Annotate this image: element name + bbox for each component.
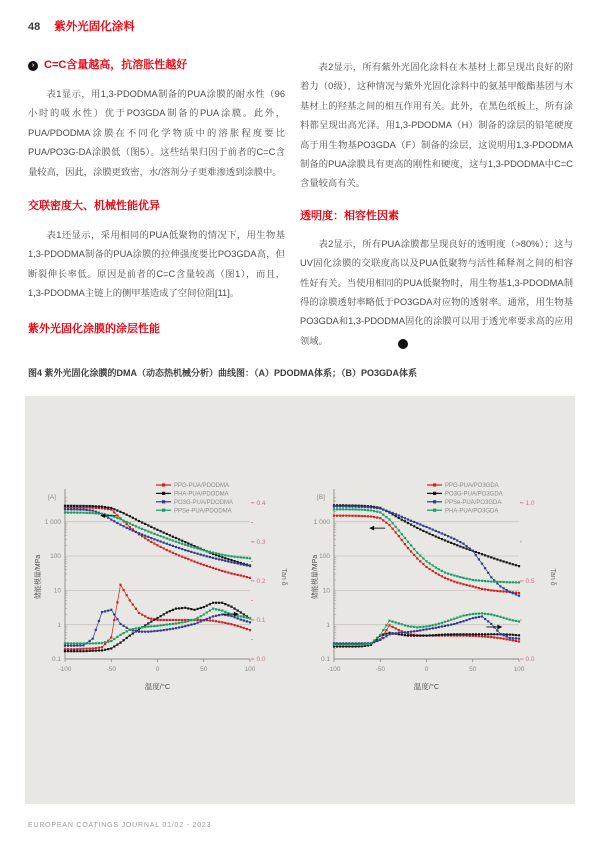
svg-text:Tan δ: Tan δ <box>280 568 287 586</box>
right-paragraph-1: 表2显示，所有紫外光固化涂料在木基材上都呈现出良好的附着力（0级），这种情况与紫外光固化涂料中的氨基甲酸酯基团与木基材上的羟基之间的相互作用有关。此外，在黑色纸板上，所有涂料都呈现出高光泽。用1,3-PDODMA（H）制备的涂层的铅笔硬度高于用生物基PO3GDA（F）制备的涂层，这说明用1,3-PDODMA制备的PUA涂膜具有更高的刚性和硬度，这与1,3-PDODMA中C=C含量较高有关。 <box>300 62 573 189</box>
svg-text:100: 100 <box>319 553 330 561</box>
svg-text:100: 100 <box>513 666 525 673</box>
svg-text:10: 10 <box>322 587 330 595</box>
section-title: 紫外光固化涂料 <box>54 21 135 33</box>
svg-text:100: 100 <box>50 553 61 561</box>
svg-text:PHA-PUA/PDODMA: PHA-PUA/PDODMA <box>174 491 229 498</box>
svg-text:PO3G-PUA/PO3GDA: PO3G-PUA/PO3GDA <box>445 491 503 498</box>
svg-text:0.0: 0.0 <box>256 656 266 664</box>
dma-chart-po3gda <box>307 481 579 709</box>
svg-text:PPG-PUA/PDODMA: PPG-PUA/PDODMA <box>174 483 230 490</box>
svg-text:PO3G-PUA/PDODMA: PO3G-PUA/PDODMA <box>174 500 234 506</box>
svg-text:0: 0 <box>424 666 429 673</box>
heading-crosslink: 交联密度大、机械性能优异 <box>28 200 160 213</box>
svg-text:温度/°C: 温度/°C <box>413 682 440 691</box>
svg-text:0.3: 0.3 <box>256 539 266 547</box>
svg-text:50: 50 <box>200 666 208 673</box>
article-end-chevron-icon: ‹ <box>398 339 408 349</box>
svg-text:1 000: 1 000 <box>313 518 330 526</box>
svg-text:储能模量/MPa: 储能模量/MPa <box>312 554 319 600</box>
svg-text:0.0: 0.0 <box>525 656 535 664</box>
svg-text:0: 0 <box>155 666 160 673</box>
svg-text:0.1: 0.1 <box>51 656 61 664</box>
svg-text:PPG-PUA/PO3GDA: PPG-PUA/PO3GDA <box>445 483 499 490</box>
left-paragraph-2: 表1还显示，采用相同的PUA低聚物的情况下，用生物基1,3-PDODMA制备的PUA涂膜的拉伸强度要比PO3GDA高，但断裂伸长率低。原因是前者的C=C含量较高（图1），而且，1,3-PDODMA主链上的侧甲基造成了空间位阻[11]。 <box>28 230 285 299</box>
heading-coating-performance: 紫外光固化涂膜的涂层性能 <box>28 322 160 335</box>
svg-text:1 000: 1 000 <box>44 518 61 526</box>
right-paragraph-2: 表2显示，所有PUA涂膜都呈现良好的透明度（>80%）；这与UV固化涂膜的交联度高以及PUA低聚物与活性稀释剂之间的相容性好有关。当使用相同的PUA低聚物时，用生物基1,3-PDODMA制得的涂膜透射率略低于PO3GDA对应物的透射率。通常，用生物基PO3GDA和1,3-PDODMA固化的涂膜可以用于透光率要求高的应用领域。 ‹ <box>300 238 573 347</box>
svg-text:1: 1 <box>326 621 330 629</box>
journal-footer: EUROPEAN COATINGS JOURNAL 01/02 - 2023 <box>28 822 212 829</box>
svg-text:[B]: [B] <box>317 494 325 501</box>
page-number: 48 <box>28 21 41 33</box>
heading-transparency: 透明度：相容性因素 <box>300 209 399 222</box>
svg-text:-50: -50 <box>106 666 116 673</box>
svg-text:-100: -100 <box>58 666 72 673</box>
page-header <box>28 18 135 34</box>
svg-text:-50: -50 <box>375 666 385 673</box>
svg-text:0.1: 0.1 <box>256 617 266 625</box>
svg-text:Tan δ: Tan δ <box>549 568 556 586</box>
svg-text:0.1: 0.1 <box>320 656 330 664</box>
svg-text:PPSe-PUA/PO3GDA: PPSe-PUA/PO3GDA <box>445 500 502 506</box>
svg-text:温度/°C: 温度/°C <box>144 682 171 691</box>
svg-text:0.5: 0.5 <box>525 578 535 586</box>
figure-caption: 图4 紫外光固化涂膜的DMA（动态热机械分析）曲线图：（A）PDODMA体系；（B）PO3GDA体系 <box>28 368 418 378</box>
svg-text:[A]: [A] <box>48 494 56 501</box>
svg-text:0.4: 0.4 <box>256 500 266 508</box>
left-column <box>28 58 285 336</box>
svg-text:-100: -100 <box>327 666 341 673</box>
svg-text:50: 50 <box>469 666 477 673</box>
figure-panel <box>25 396 575 804</box>
svg-text:1: 1 <box>57 621 61 629</box>
right-column <box>300 58 573 351</box>
dma-chart-pdodma <box>30 481 302 709</box>
svg-text:10: 10 <box>53 587 61 595</box>
svg-text:100: 100 <box>244 666 256 673</box>
svg-text:0.2: 0.2 <box>256 578 266 586</box>
left-paragraph-1: 表1显示，用1,3-PDODMA制备的PUA涂膜的耐水性（96小时的吸水性）优于PO3GDA制备的PUA涂膜。此外，PUA/PDODMA涂膜在不同化学物质中的溶胀程度要比PUA/PO3G-DA涂膜低（图5）。这些结果归因于前者的C=C含量较高，因此，涂膜更致密，水/溶剂分子更难渗透到涂膜中。 <box>28 89 285 177</box>
article-start-chevron-icon: › <box>28 61 38 71</box>
heading-cc-content: › C=C含量越高，抗溶胀性越好 <box>28 58 285 72</box>
svg-text:PPSe-PUA/PDODMA: PPSe-PUA/PDODMA <box>174 508 232 515</box>
svg-text:储能模量/MPa: 储能模量/MPa <box>35 554 42 600</box>
svg-text:PHA-PUA/PO3GDA: PHA-PUA/PO3GDA <box>445 508 499 515</box>
svg-text:1.0: 1.0 <box>525 500 535 508</box>
